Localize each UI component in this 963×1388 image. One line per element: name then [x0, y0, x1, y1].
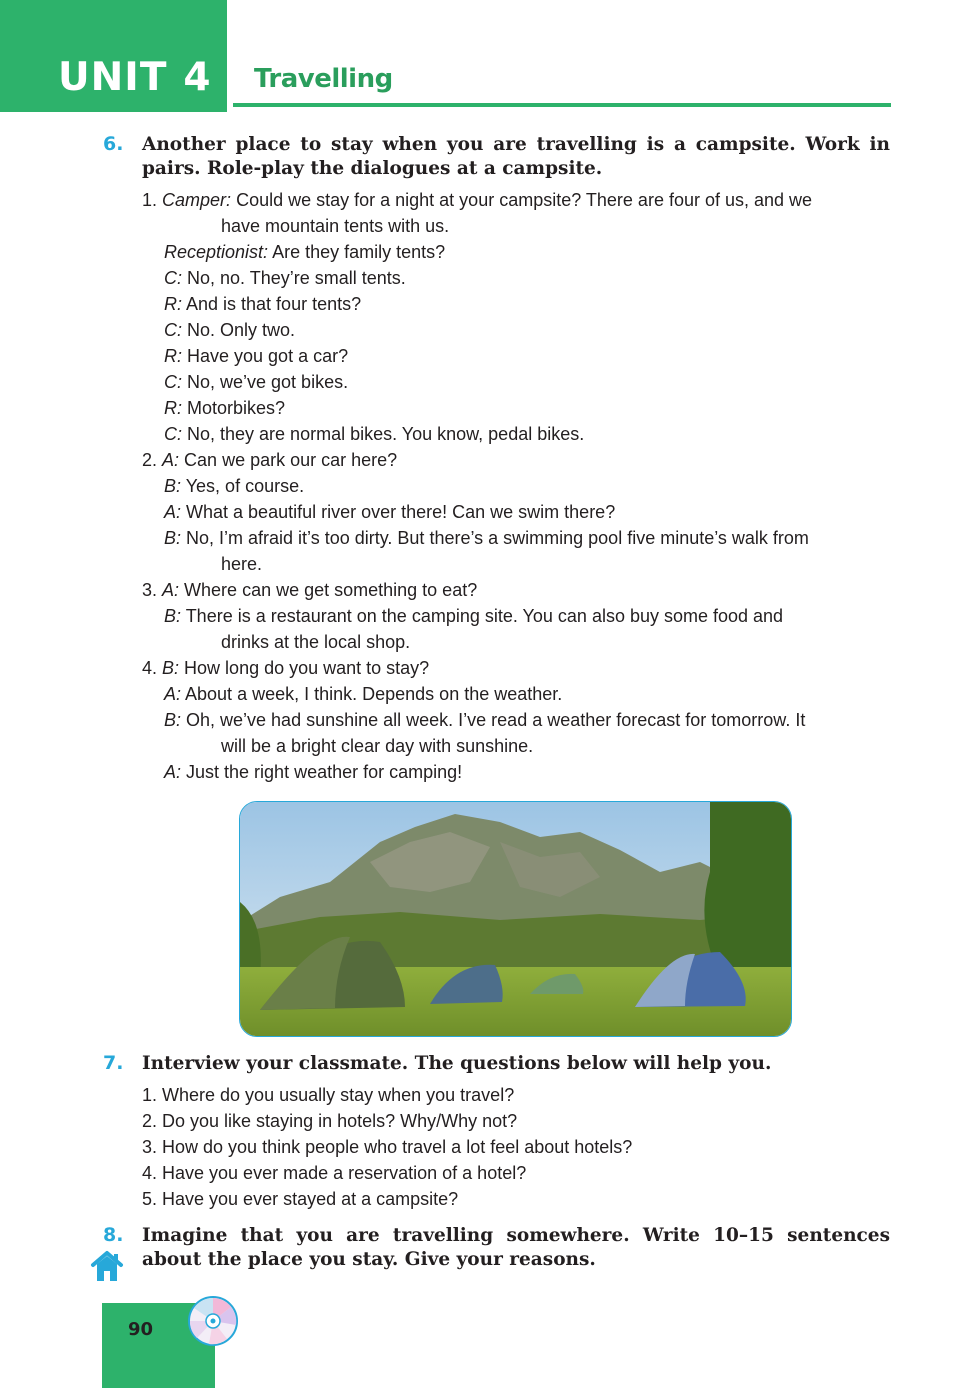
dialogue-1-line-4: R: And is that four tents?	[164, 294, 362, 314]
question-3: 3. How do you think people who travel a lot feel about hotels?	[142, 1137, 633, 1157]
unit-number: 4	[183, 55, 212, 100]
dialogue-1-line-1-cont: have mountain tents with us.	[221, 216, 450, 236]
header-divider	[233, 103, 891, 107]
exercise-8-number: 8.	[103, 1224, 124, 1246]
dialogue-1-line-5: C: No. Only two.	[164, 320, 296, 340]
campsite-photo	[239, 801, 792, 1037]
dialogue-3-line-2-cont: drinks at the local shop.	[221, 632, 411, 652]
dialogue-4-line-3: B: Oh, we’ve had sunshine all week. I’ve read a weather forecast for tomorrow. It	[164, 710, 806, 730]
dialogue-2-line-4: B: No, I’m afraid it’s too dirty. But there’s a swimming pool five minute’s walk from	[164, 528, 809, 548]
dialogue-3-line-1: 3. A: Where can we get something to eat?	[142, 580, 478, 600]
unit-label: UNIT 4	[58, 55, 212, 100]
dialogue-4-line-4: A: Just the right weather for camping!	[164, 762, 463, 782]
exercise-6-instruction: Another place to stay when you are travelling is a campsite. Work in pairs. Role-play the dialogues at a campsite.	[142, 134, 890, 179]
dialogue-4-line-1: 4. B: How long do you want to stay?	[142, 658, 430, 678]
exercise-6-number: 6.	[103, 133, 124, 155]
dialogue-2-line-3: A: What a beautiful river over there! Can we swim there?	[164, 502, 616, 522]
cd-audio-icon	[187, 1295, 239, 1347]
question-4: 4. Have you ever made a reservation of a hotel?	[142, 1163, 527, 1183]
exercise-8-instruction: Imagine that you are travelling somewhere. Write 10–15 sentences about the place you stay. Give your reasons.	[142, 1225, 890, 1270]
dialogue-1-line-1: 1. Camper: Could we stay for a night at your campsite? There are four of us, and we	[142, 190, 813, 210]
dialogue-1-line-6: R: Have you got a car?	[164, 346, 349, 366]
home-icon	[90, 1250, 124, 1282]
question-2: 2. Do you like staying in hotels? Why/Why not?	[142, 1111, 518, 1131]
question-5: 5. Have you ever stayed at a campsite?	[142, 1189, 459, 1209]
dialogue-1-line-7: C: No, we’ve got bikes.	[164, 372, 349, 392]
dialogue-2-line-4-cont: here.	[221, 554, 263, 574]
exercise-7-number: 7.	[103, 1052, 124, 1074]
dialogue-2-line-2: B: Yes, of course.	[164, 476, 305, 496]
exercise-7-instruction: Interview your classmate. The questions below will help you.	[142, 1053, 772, 1074]
dialogue-2-line-1: 2. A: Can we park our car here?	[142, 450, 398, 470]
dialogue-3-line-2: B: There is a restaurant on the camping site. You can also buy some food and	[164, 606, 784, 626]
dialogue-1-line-8: R: Motorbikes?	[164, 398, 286, 418]
dialogue-1-line-2: Receptionist: Are they family tents?	[164, 242, 446, 262]
question-1: 1. Where do you usually stay when you travel?	[142, 1085, 515, 1105]
dialogue-4-line-2: A: About a week, I think. Depends on the weather.	[164, 684, 563, 704]
page-number: 90	[128, 1319, 154, 1340]
dialogue-1-line-3: C: No, no. They’re small tents.	[164, 268, 406, 288]
dialogue-4-line-3-cont: will be a bright clear day with sunshine.	[221, 736, 534, 756]
dialogue-1-line-9: C: No, they are normal bikes. You know, pedal bikes.	[164, 424, 585, 444]
unit-title: Travelling	[254, 64, 393, 94]
